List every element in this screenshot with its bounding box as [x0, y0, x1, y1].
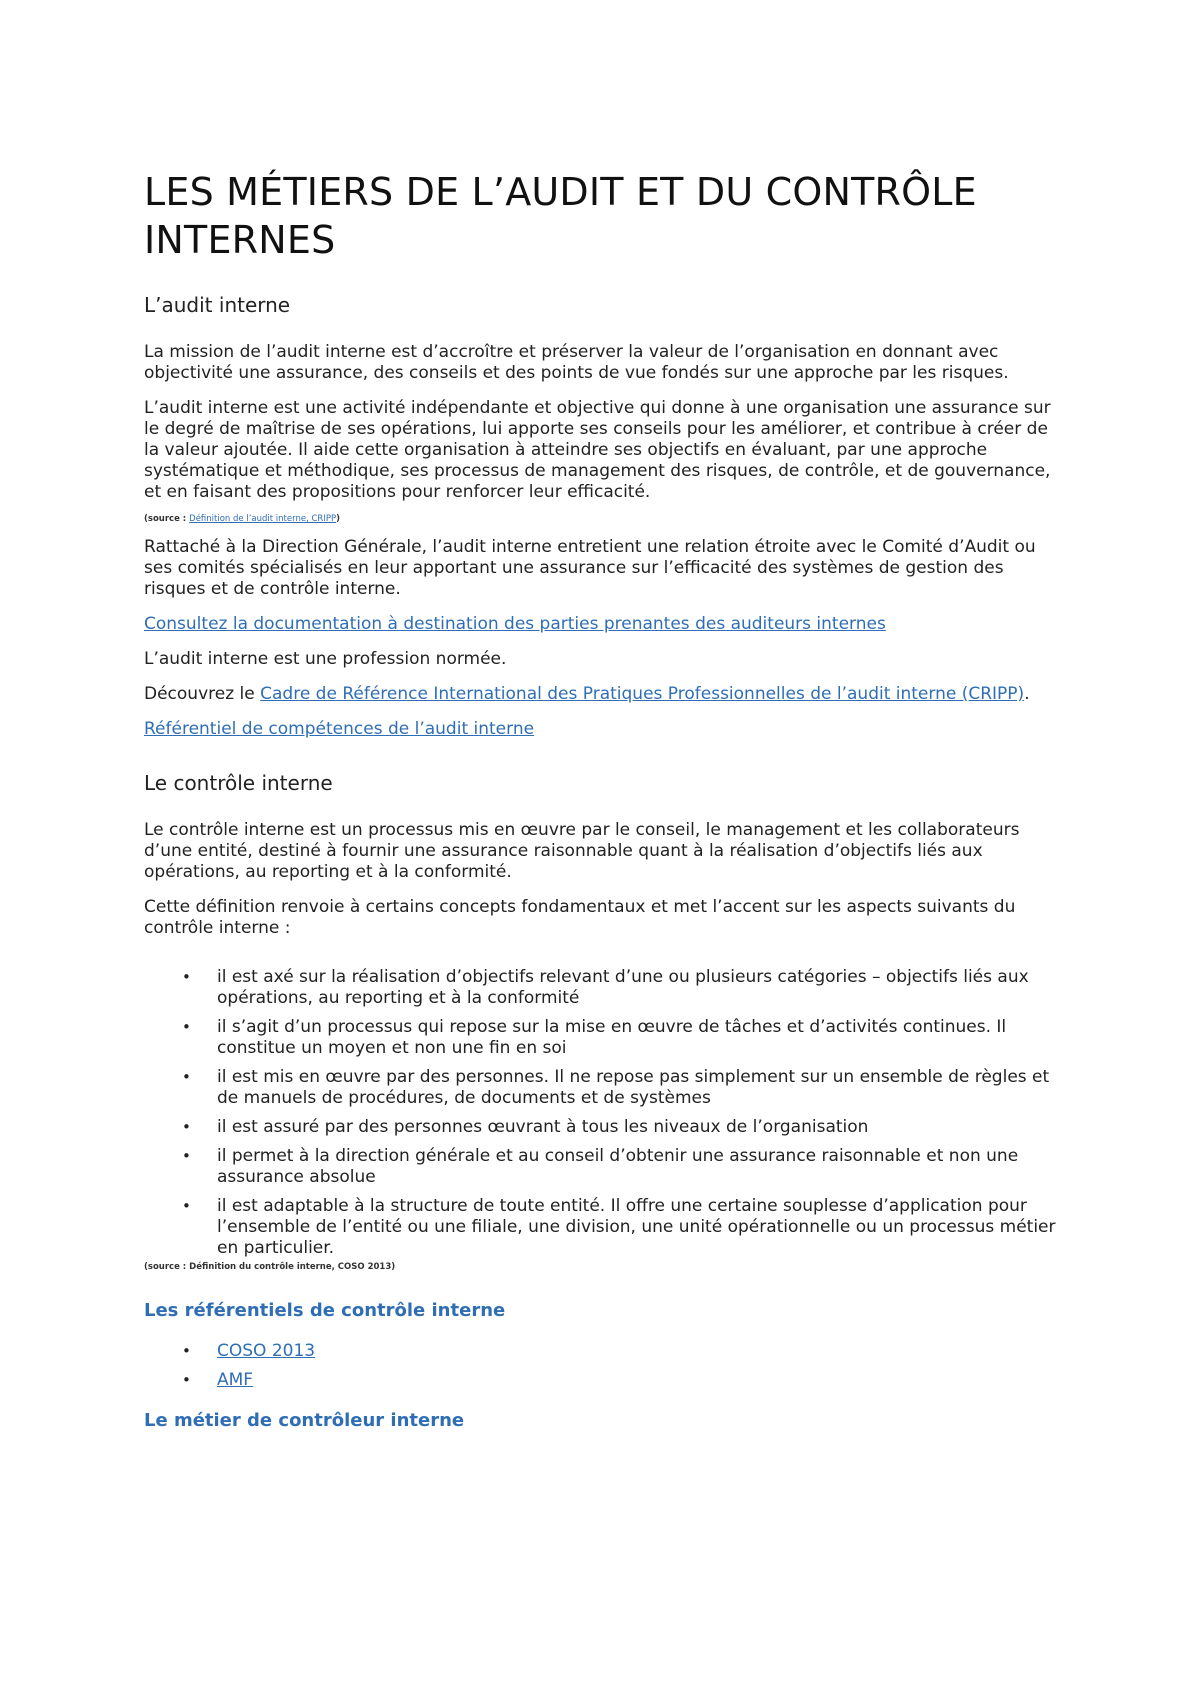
list-item: • il permet à la direction générale et au conseil d’obtenir une assurance raisonnable et non une assurance absolue [182, 1146, 1019, 1187]
decouvrez-prefix: Découvrez le [144, 684, 261, 704]
bullet-icon: • [182, 1018, 191, 1036]
bullet-icon: • [182, 1068, 191, 1086]
heading-metier-controleur: Le métier de contrôleur interne [144, 1410, 465, 1431]
link-cripp[interactable]: Cadre de Référence International des Pratiques Professionnelles de l’audit interne (CRIPP) [260, 684, 1025, 704]
bullet-icon: • [182, 1371, 191, 1389]
audit-paragraph-rattache: Rattaché à la Direction Générale, l’audit interne entretient une relation étroite avec le Comité d’Audit ou ses comités spécialisés en leur apportant une assurance sur l’efficacité des systèmes de gestion des risques et de contrôle interne. [144, 537, 1036, 599]
list-item: • il est mis en œuvre par des personnes. Il ne repose pas simplement sur un ensemble de règles et de manuels de procédures, de documents et de systèmes [182, 1067, 1050, 1108]
list-item [144, 1341, 1062, 1362]
controle-aspects-list [144, 967, 1062, 1259]
audit-source-note [144, 513, 1062, 525]
document-content [144, 168, 1062, 1449]
bullet-icon: • [182, 968, 191, 986]
page-title: LES MÉTIERS DE L’AUDIT ET DU CONTRÔLE INTERNES [144, 170, 977, 262]
bullet-icon: • [182, 1147, 191, 1165]
audit-paragraph-profession: L’audit interne est une profession normée. [144, 649, 507, 669]
source-link-cripp[interactable]: Définition de l’audit interne, CRIPP [189, 514, 337, 524]
source-suffix: ) [336, 514, 340, 524]
audit-paragraph-decouvrez [144, 684, 1062, 705]
link-documentation-parties-prenantes[interactable]: Consultez la documentation à destination des parties prenantes des auditeurs internes [144, 614, 886, 634]
audit-paragraph-definition: L’audit interne est une activité indépendante et objective qui donne à une organisation une assurance sur le degré de maîtrise de ses opérations, lui apporte ses conseils pour les améliorer, et contribue à créer de la valeur ajoutée. Il aide cette organisation à atteindre ses objectifs en évaluant, par une approche systématique et méthodique, ses processus de management des risques, de contrôle, et de gouvernance, et en faisant des propositions pour renforcer leur efficacité. [144, 398, 1051, 502]
heading-referentiels: Les référentiels de contrôle interne [144, 1300, 506, 1321]
bullet-icon: • [182, 1118, 191, 1136]
source-prefix: (source : [144, 514, 190, 524]
controle-paragraph-concepts: Cette définition renvoie à certains concepts fondamentaux et met l’accent sur les aspects suivants du contrôle interne : [144, 897, 1016, 938]
heading-audit-interne: L’audit interne [144, 293, 291, 317]
list-item: • il est adaptable à la structure de toute entité. Il offre une certaine souplesse d’application pour l’ensemble de l’entité ou une filiale, une division, une unité opérationnelle ou un processus métier en particulier. [182, 1196, 1056, 1258]
controle-source-note: (source : Définition du contrôle interne, COSO 2013) [144, 1262, 396, 1272]
bullet-icon: • [182, 1197, 191, 1215]
list-item: • il est axé sur la réalisation d’objectifs relevant d’une ou plusieurs catégories – objectifs liés aux opérations, au reporting et à la conformité [182, 967, 1029, 1008]
bullet-icon: • [182, 1342, 191, 1360]
link-referentiel-competences[interactable]: Référentiel de compétences de l’audit interne [144, 719, 535, 739]
link-coso-2013[interactable]: COSO 2013 [217, 1341, 316, 1361]
audit-paragraph-mission: La mission de l’audit interne est d’accroître et préserver la valeur de l’organisation en donnant avec objectivité une assurance, des conseils et des points de vue fondés sur une approche par les risques. [144, 342, 1009, 383]
list-item: • il s’agit d’un processus qui repose sur la mise en œuvre de tâches et d’activités continues. Il constitue un moyen et non une fin en soi [182, 1017, 1007, 1058]
audit-competences-paragraph [144, 719, 1062, 740]
heading-controle-interne: Le contrôle interne [144, 771, 333, 795]
audit-docs-paragraph [144, 614, 1062, 635]
link-amf[interactable]: AMF [217, 1370, 254, 1390]
controle-paragraph-definition: Le contrôle interne est un processus mis en œuvre par le conseil, le management et les collaborateurs d’une entité, destiné à fournir une assurance raisonnable quant à la réalisation d’objectifs liés aux opérations, au reporting et à la conformité. [144, 820, 1020, 882]
list-item: • il est assuré par des personnes œuvrant à tous les niveaux de l’organisation [182, 1117, 869, 1137]
list-item [144, 1370, 1062, 1391]
decouvrez-suffix: . [1024, 684, 1030, 704]
referentiels-list [144, 1341, 1062, 1391]
